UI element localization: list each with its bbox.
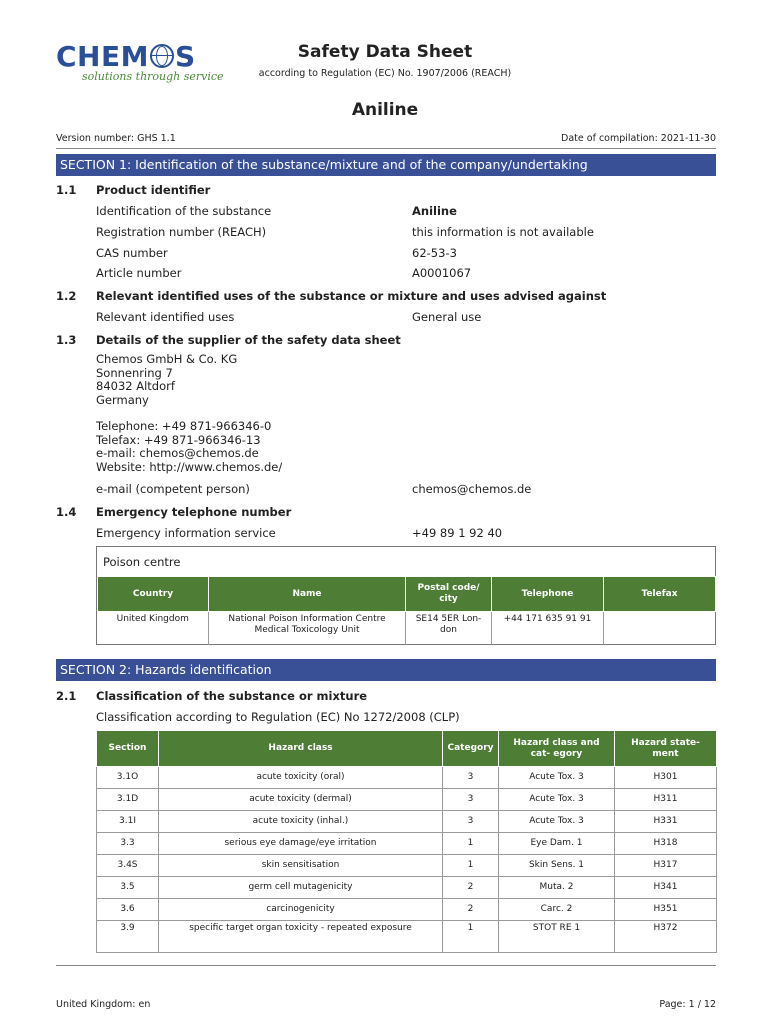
address-line: Germany (96, 392, 149, 407)
table-cell: germ cell mutagenicity (159, 877, 443, 899)
supplier-address (96, 353, 237, 407)
table-cell: specific target organ toxicity - repeated exposure (159, 921, 443, 953)
table-cell: 3 (443, 811, 499, 833)
table-cell: acute toxicity (inhal.) (159, 811, 443, 833)
table-cell: H372 (615, 921, 717, 953)
address-line: Sonnenring 7 (96, 365, 173, 380)
column-header: Telefax (604, 577, 716, 612)
table-cell: 3.9 (97, 921, 159, 953)
header-divider (56, 148, 716, 149)
table-cell: 3 (443, 767, 499, 789)
field-label: Identification of the substance (96, 204, 272, 218)
contact-website[interactable]: Website: http://www.chemos.de/ (96, 459, 283, 474)
column-header: Hazard class and cat- egory (499, 731, 615, 767)
contact-email[interactable]: e-mail: chemos@chemos.de (96, 446, 259, 460)
document-regulation: according to Regulation (EC) No. 1907/2006 (REACH) (258, 68, 512, 79)
address-line: 84032 Altdorf (96, 379, 175, 393)
subsection-number: 1.1 (56, 183, 77, 197)
table-cell: +44 171 635 91 91 (492, 612, 604, 645)
table-cell: serious eye damage/eye irritation (159, 833, 443, 855)
column-header: Category (443, 731, 499, 767)
table-cell (604, 612, 716, 645)
contact-telefax: Telefax: +49 871-966346-13 (96, 432, 261, 447)
column-header: Postal code/ city (406, 577, 492, 612)
column-header: Name (209, 577, 406, 612)
table-row (97, 855, 717, 877)
table-cell: Carc. 2 (499, 899, 615, 921)
table-cell: H317 (615, 855, 717, 877)
subsection-number: 1.2 (56, 289, 77, 303)
table-cell: National Poison Information Centre Medical Toxicology Unit (209, 612, 406, 645)
compilation-date: Date of compilation: 2021-11-30 (561, 133, 716, 144)
subsection-title: Emergency telephone number (96, 505, 292, 519)
column-header: Telephone (492, 577, 604, 612)
field-label: CAS number (96, 246, 168, 260)
document-title: Safety Data Sheet (297, 42, 473, 62)
section-1-header: SECTION 1: Identification of the substance/mixture and of the company/undertaking (56, 154, 716, 176)
contact-telephone: Telephone: +49 871-966346-0 (96, 419, 272, 433)
table-cell: H351 (615, 899, 717, 921)
table-cell: 1 (443, 855, 499, 877)
supplier-contacts (96, 420, 282, 474)
table-cell: Acute Tox. 3 (499, 789, 615, 811)
table-cell: Eye Dam. 1 (499, 833, 615, 855)
footer-divider (56, 965, 716, 966)
subsection-title: Classification of the substance or mixture (96, 689, 368, 703)
page-number: Page: 1 / 12 (659, 999, 716, 1010)
subsection-title: Product identifier (96, 183, 211, 197)
table-cell: 2 (443, 899, 499, 921)
subsection-number: 1.3 (56, 333, 77, 347)
emergency-phone: +49 89 1 92 40 (412, 526, 503, 540)
table-cell: 3 (443, 789, 499, 811)
table-cell: H301 (615, 767, 717, 789)
product-name: Aniline (351, 100, 419, 120)
table-cell: skin sensitisation (159, 855, 443, 877)
column-header: Hazard state- ment (615, 731, 717, 767)
column-header: Hazard class (159, 731, 443, 767)
table-row (97, 921, 717, 953)
classification-table-body (97, 767, 717, 953)
table-cell: H331 (615, 811, 717, 833)
subsection-number: 2.1 (56, 689, 77, 703)
table-row (98, 612, 716, 645)
table-cell: STOT RE 1 (499, 921, 615, 953)
table-cell: Acute Tox. 3 (499, 767, 615, 789)
poison-centre-title: Poison centre (103, 555, 181, 569)
classification-table (96, 730, 717, 953)
address-line: Chemos GmbH & Co. KG (96, 352, 238, 366)
field-label: e-mail (competent person) (96, 482, 250, 496)
field-label: Article number (96, 266, 182, 280)
table-cell: H311 (615, 789, 717, 811)
version-number: Version number: GHS 1.1 (56, 133, 176, 144)
table-cell: 3.1D (97, 789, 159, 811)
table-cell: carcinogenicity (159, 899, 443, 921)
column-header: Section (97, 731, 159, 767)
field-value: 62-53-3 (412, 246, 457, 260)
table-row (97, 811, 717, 833)
field-label: Registration number (REACH) (96, 225, 267, 239)
table-cell: Acute Tox. 3 (499, 811, 615, 833)
table-cell: United Kingdom (98, 612, 209, 645)
table-cell: acute toxicity (oral) (159, 767, 443, 789)
classification-subtitle: Classification according to Regulation (EC) No 1272/2008 (CLP) (96, 710, 460, 724)
table-cell: 3.1I (97, 811, 159, 833)
footer-locale: United Kingdom: en (56, 999, 151, 1010)
subsection-title: Details of the supplier of the safety data sheet (96, 333, 401, 347)
table-cell: SE14 5ER Lon- don (406, 612, 492, 645)
subsection-title: Relevant identified uses of the substance or mixture and uses advised against (96, 289, 607, 303)
field-label: Emergency information service (96, 526, 276, 540)
table-cell: 1 (443, 921, 499, 953)
table-cell: H341 (615, 877, 717, 899)
table-cell: acute toxicity (dermal) (159, 789, 443, 811)
table-cell: 3.6 (97, 899, 159, 921)
field-value: General use (412, 310, 482, 324)
table-cell: Skin Sens. 1 (499, 855, 615, 877)
table-row (97, 767, 717, 789)
logo-tagline: solutions through service (82, 70, 224, 83)
poison-centre-table (97, 576, 716, 645)
subsection-number: 1.4 (56, 505, 77, 519)
table-cell: 3.1O (97, 767, 159, 789)
table-cell: H318 (615, 833, 717, 855)
table-cell: Muta. 2 (499, 877, 615, 899)
table-cell: 3.5 (97, 877, 159, 899)
table-row (97, 877, 717, 899)
section-2-header: SECTION 2: Hazards identification (56, 659, 716, 681)
table-row (97, 899, 717, 921)
table-cell: 3.3 (97, 833, 159, 855)
table-row (97, 833, 717, 855)
field-label: Relevant identified uses (96, 310, 235, 324)
table-cell: 3.4S (97, 855, 159, 877)
table-cell: 2 (443, 877, 499, 899)
logo-text-pre: CHEM (56, 40, 149, 73)
table-cell: 1 (443, 833, 499, 855)
field-value: A0001067 (412, 266, 472, 280)
column-header: Country (98, 577, 209, 612)
competent-email-link[interactable]: chemos@chemos.de (412, 482, 532, 496)
table-row (97, 789, 717, 811)
field-value: this information is not available (412, 225, 594, 239)
logo-text-post: S (174, 40, 196, 73)
field-value: Aniline (412, 204, 457, 218)
